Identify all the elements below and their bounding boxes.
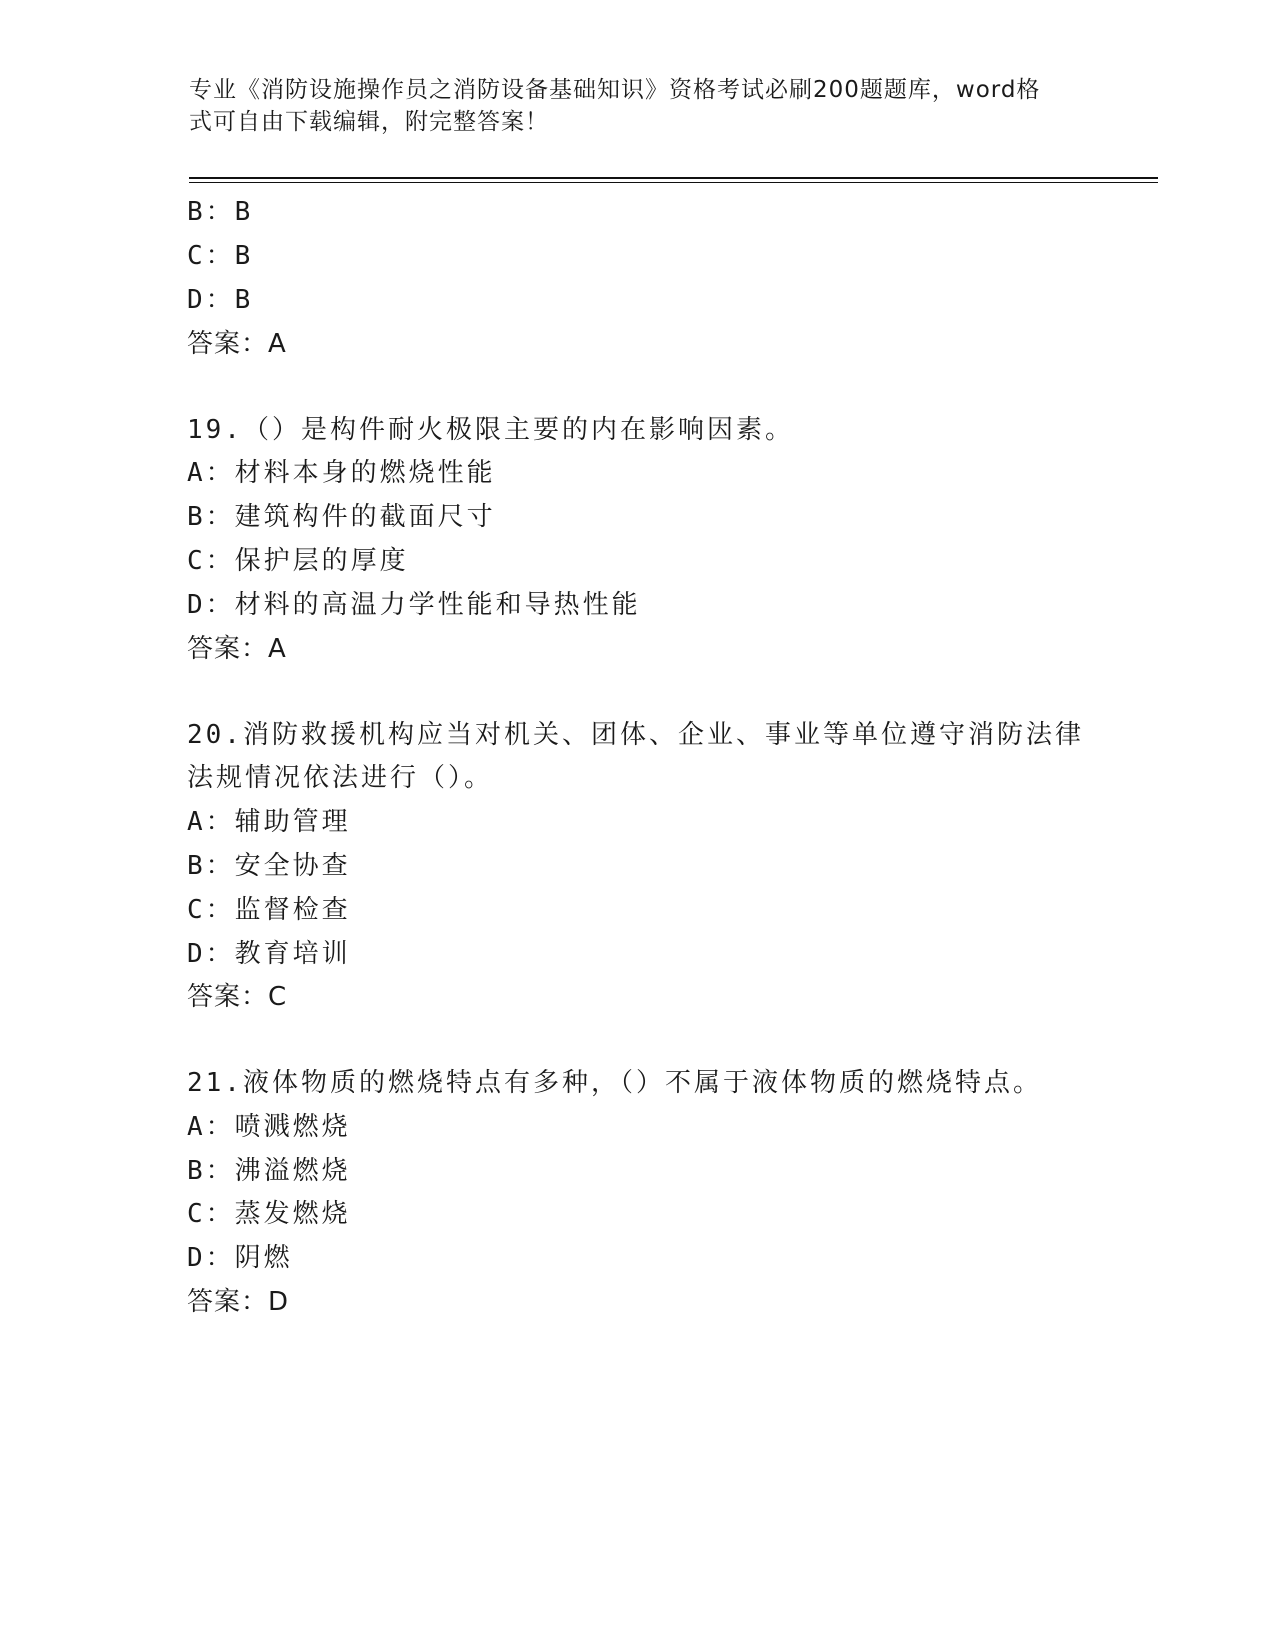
option-c: C：蒸发燃烧 bbox=[187, 1199, 351, 1229]
option-c: C：保护层的厚度 bbox=[187, 546, 409, 576]
header-line-2: 式可自由下载编辑，附完整答案！ bbox=[189, 109, 549, 135]
answer-line: 答案：A bbox=[187, 329, 287, 359]
option-a: A：喷溅燃烧 bbox=[187, 1112, 351, 1142]
answer-line: 答案：A bbox=[187, 634, 287, 664]
option-b: B：安全协查 bbox=[187, 851, 351, 881]
header-line-1: 专业《消防设施操作员之消防设备基础知识》资格考试必刷200题题库，word格 bbox=[189, 77, 1041, 103]
option-c: C：监督检查 bbox=[187, 895, 351, 925]
option-d: D：材料的高温力学性能和导热性能 bbox=[187, 590, 641, 620]
option-c: C：B bbox=[187, 241, 254, 271]
option-d: D：教育培训 bbox=[187, 939, 351, 969]
answer-line: 答案：D bbox=[187, 1287, 290, 1317]
option-b: B：建筑构件的截面尺寸 bbox=[187, 502, 496, 532]
option-d: D：阴燃 bbox=[187, 1243, 293, 1273]
question-stem: 20.消防救援机构应当对机关、团体、企业、事业等单位遵守消防法律 bbox=[187, 720, 1084, 750]
option-a: A：辅助管理 bbox=[187, 807, 351, 837]
document-header bbox=[189, 74, 1069, 138]
option-d: D：B bbox=[187, 285, 254, 315]
option-a: A：材料本身的燃烧性能 bbox=[187, 458, 496, 488]
header-divider-thick bbox=[189, 177, 1158, 179]
option-b: B：B bbox=[187, 197, 254, 227]
question-stem: 19.（）是构件耐火极限主要的内在影响因素。 bbox=[187, 415, 794, 445]
option-b: B：沸溢燃烧 bbox=[187, 1156, 351, 1186]
answer-line: 答案：C bbox=[187, 982, 288, 1012]
question-stem-continued: 法规情况依法进行（）。 bbox=[187, 763, 494, 793]
header-divider-thin bbox=[189, 182, 1158, 183]
question-stem: 21.液体物质的燃烧特点有多种，（）不属于液体物质的燃烧特点。 bbox=[187, 1068, 1042, 1098]
